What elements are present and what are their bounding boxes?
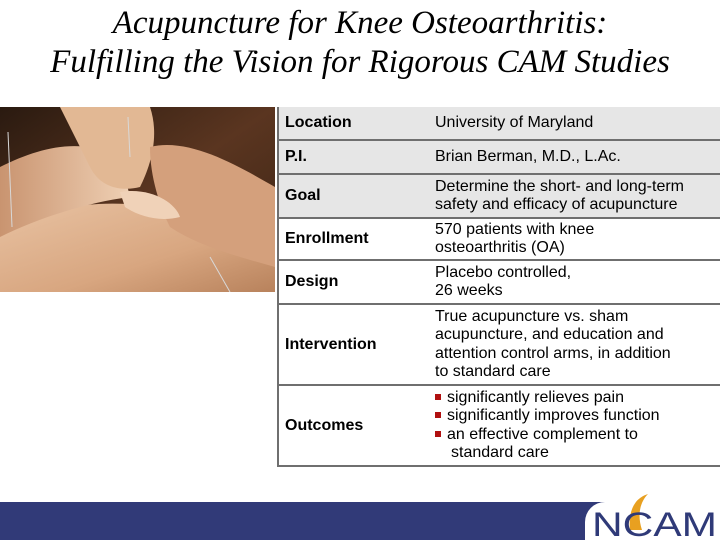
bullet-square-icon <box>435 412 441 418</box>
row-value <box>435 261 720 303</box>
bullet-item <box>435 426 720 445</box>
table-row <box>279 261 720 305</box>
value-line: 26 weeks <box>435 282 503 299</box>
bullet-text: an effective complement to <box>447 425 638 443</box>
bullet-item <box>435 389 720 408</box>
value-line: Brian Berman, M.D., L.Ac. <box>435 147 621 165</box>
bullet-text: significantly improves function <box>447 407 660 424</box>
value-line: safety and efficacy of acupuncture <box>435 196 678 213</box>
value-line: attention control arms, in addition <box>435 344 671 362</box>
slide-title <box>0 4 720 82</box>
table-row <box>279 305 720 386</box>
value-line: acupuncture, and education and <box>435 326 664 343</box>
row-value <box>435 305 720 384</box>
row-label: P.I. <box>285 148 307 165</box>
acupuncture-photo <box>0 107 275 292</box>
value-line: 570 patients with knee <box>435 220 595 238</box>
bullet-text: significantly relieves pain <box>447 388 624 406</box>
table-row <box>279 141 720 175</box>
value-line: osteoarthritis (OA) <box>435 239 565 256</box>
row-label: Location <box>285 114 352 131</box>
bullet-continuation: standard care <box>451 444 549 461</box>
row-label: Intervention <box>285 335 377 353</box>
row-value <box>435 107 720 139</box>
row-value <box>435 219 720 259</box>
value-line: to standard care <box>435 363 551 380</box>
row-label: Enrollment <box>285 230 369 247</box>
value-line: Determine the short- and long-term <box>435 177 684 195</box>
value-line: True acupuncture vs. sham <box>435 307 629 325</box>
row-value <box>435 386 720 465</box>
table-row <box>279 386 720 467</box>
row-value <box>435 141 720 173</box>
title-line-1: Acupuncture for Knee Osteoarthritis: <box>112 5 608 41</box>
row-value <box>435 175 720 217</box>
value-line: Placebo controlled, <box>435 263 572 281</box>
bullet-square-icon <box>435 394 441 400</box>
bullet-square-icon <box>435 431 441 437</box>
row-label: Goal <box>285 187 321 204</box>
title-line-2: Fulfilling the Vision for Rigorous CAM Studies <box>50 44 670 80</box>
nccam-logo <box>590 490 720 540</box>
row-label: Outcomes <box>285 416 364 434</box>
table-row <box>279 219 720 261</box>
value-line: University of Maryland <box>435 113 594 131</box>
logo-text: NCAM <box>592 506 717 540</box>
table-row <box>279 175 720 219</box>
row-label: Design <box>285 273 339 290</box>
bullet-item <box>435 407 720 426</box>
table-row <box>279 107 720 141</box>
study-details-table <box>277 107 720 467</box>
